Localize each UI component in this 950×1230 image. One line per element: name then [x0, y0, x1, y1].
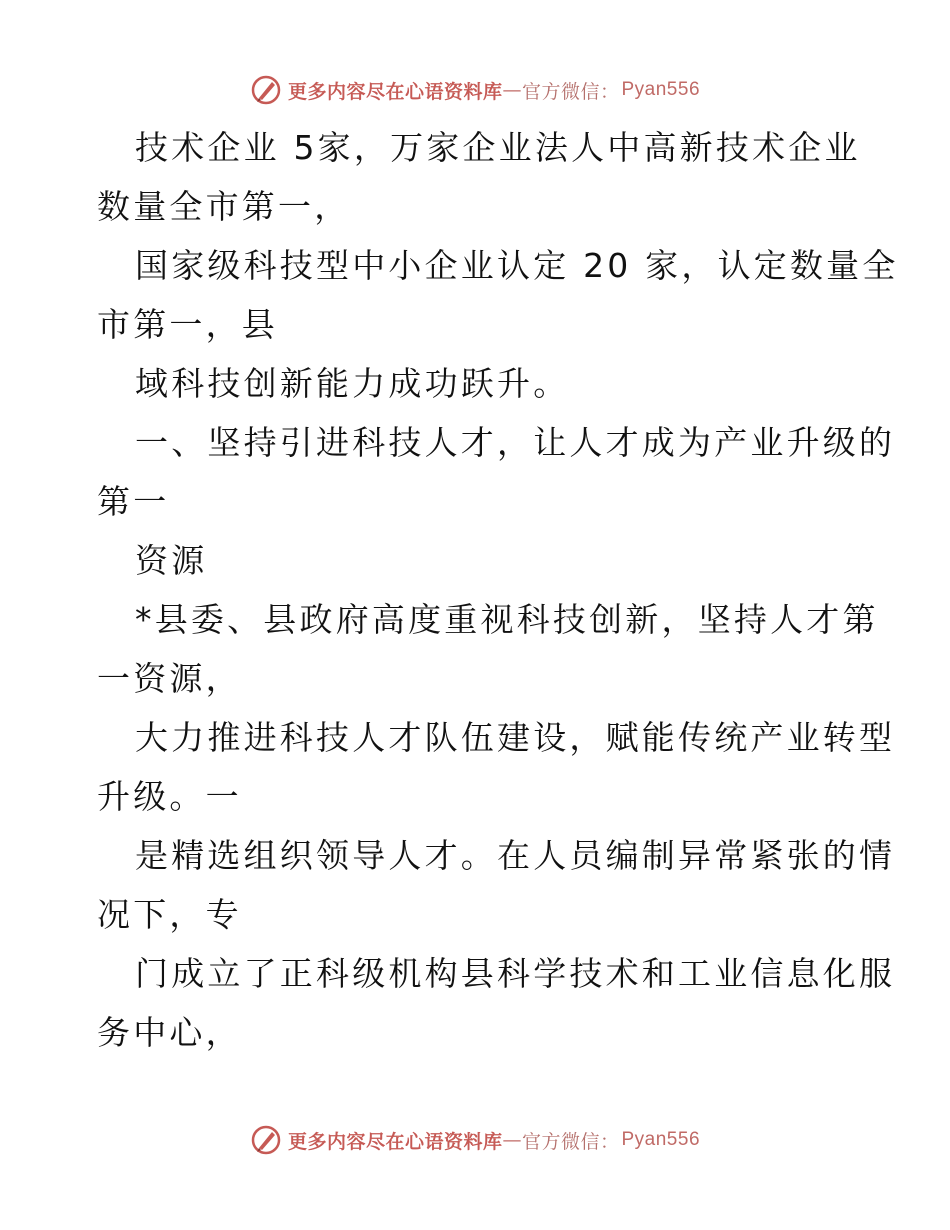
quill-pen-logo-icon [250, 74, 282, 106]
section-heading-line: 第一 [97, 482, 170, 521]
body-line: 技术企业 5家，万家企业法人中高新技术企业 [135, 128, 861, 167]
document-body [97, 118, 899, 1062]
body-line: 门成立了正科级机构县科学技术和工业信息化服 [135, 954, 896, 993]
footer-watermark-banner [0, 1120, 950, 1160]
body-line: 大力推进科技人才队伍建设，赋能传统产业转型 [135, 718, 896, 757]
quill-pen-logo-icon [250, 1124, 282, 1156]
header-watermark-banner [0, 70, 950, 110]
section-heading-line: 一、坚持引进科技人才，让人才成为产业升级的 [135, 423, 896, 462]
footer-dash: — [502, 1129, 522, 1151]
header-wechat-id: Pyan556 [621, 79, 701, 100]
footer-brand-text: 更多内容尽在心语资料库 [287, 1130, 503, 1153]
body-line: 升级。一 [97, 777, 242, 816]
body-line: 数量全市第一， [97, 187, 351, 226]
header-wechat-label: 官方微信： [521, 80, 620, 103]
body-line: 市第一，县 [97, 305, 278, 344]
footer-wechat-label: 官方微信： [521, 1130, 620, 1153]
footer-wechat-id: Pyan556 [621, 1129, 701, 1150]
body-line: 是精选组织领导人才。在人员编制异常紧张的情 [135, 836, 896, 875]
header-brand-text: 更多内容尽在心语资料库 [287, 80, 503, 103]
body-line: 务中心， [97, 1013, 242, 1052]
body-line: *县委、县政府高度重视科技创新，坚持人才第 [135, 600, 879, 639]
section-heading-line: 资源 [135, 541, 208, 580]
body-line: 国家级科技型中小企业认定 20 家，认定数量全 [135, 246, 899, 285]
body-line: 域科技创新能力成功跃升。 [135, 364, 570, 403]
header-dash: — [502, 79, 522, 101]
body-line: 况下，专 [97, 895, 242, 934]
body-line: 一资源， [97, 659, 242, 698]
